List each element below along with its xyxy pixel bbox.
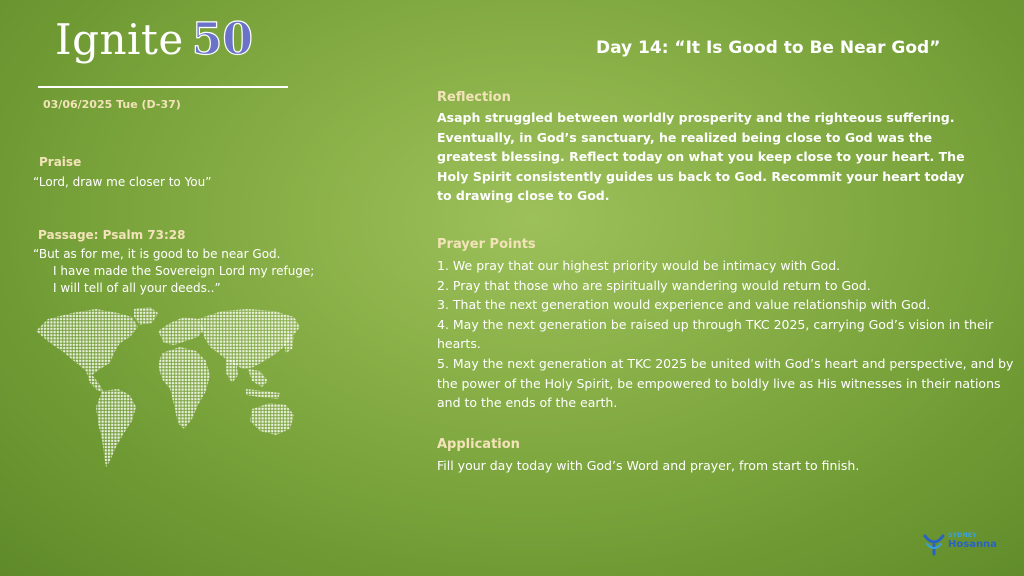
prayer-point-item: 2. Pray that those who are spiritually wandering would return to God.	[437, 277, 871, 293]
brand-divider	[38, 86, 288, 88]
logo-city: SYDNEY	[948, 532, 977, 539]
date-label: 03/06/2025 Tue (D-37)	[43, 98, 181, 111]
prayer-points-heading: Prayer Points	[437, 237, 536, 252]
praise-heading: Praise	[39, 155, 82, 169]
passage-heading: Passage: Psalm 73:28	[38, 228, 186, 242]
church-logo	[922, 532, 997, 560]
passage-line: “But as for me, it is good to be near God.	[33, 247, 281, 261]
praise-text: “Lord, draw me closer to You”	[33, 175, 212, 189]
application-text: Fill your day today with God’s Word and prayer, from start to finish.	[437, 458, 860, 473]
passage-line: I have made the Sovereign Lord my refuge;	[53, 264, 315, 278]
day-title: Day 14: “It Is Good to Be Near God”	[596, 38, 941, 58]
prayer-point-item: 1. We pray that our highest priority would be intimacy with God.	[437, 258, 841, 273]
application-heading: Application	[437, 437, 520, 452]
reflection-text: Asaph struggled between worldly prosperity and the righteous suffering. Eventually, in God’s sanctuary, he realized being close to God was the greatest blessing. Reflect today on what you keep close to your heart. The Holy Spirit consistently guides us back to God. Recommit your heart today to drawing close to God.	[437, 110, 965, 204]
reflection-heading: Reflection	[437, 90, 511, 105]
brand-word: Ignite	[55, 15, 184, 64]
logo-name: Hosanna	[948, 539, 997, 550]
world-map-graphic	[34, 305, 304, 470]
prayer-point-item: 5. May the next generation at TKC 2025 be united with God’s heart and perspective, and by the power of the Holy Spirit, be empowered to boldly live as His witnesses in their nations and to the ends of the earth.	[437, 355, 1014, 411]
passage-line: I will tell of all your deeds..”	[53, 281, 221, 295]
brand-logo	[55, 14, 253, 65]
prayer-points-list	[437, 256, 1024, 413]
prayer-point-item: 3. That the next generation would experience and value relationship with God.	[437, 297, 931, 313]
hosanna-logo-icon	[922, 532, 946, 556]
brand-number: 50	[191, 14, 253, 65]
prayer-point-item: 4. May the next generation be raised up through TKC 2025, carrying God’s vision in their hearts.	[437, 316, 994, 352]
passage-text	[33, 246, 314, 297]
